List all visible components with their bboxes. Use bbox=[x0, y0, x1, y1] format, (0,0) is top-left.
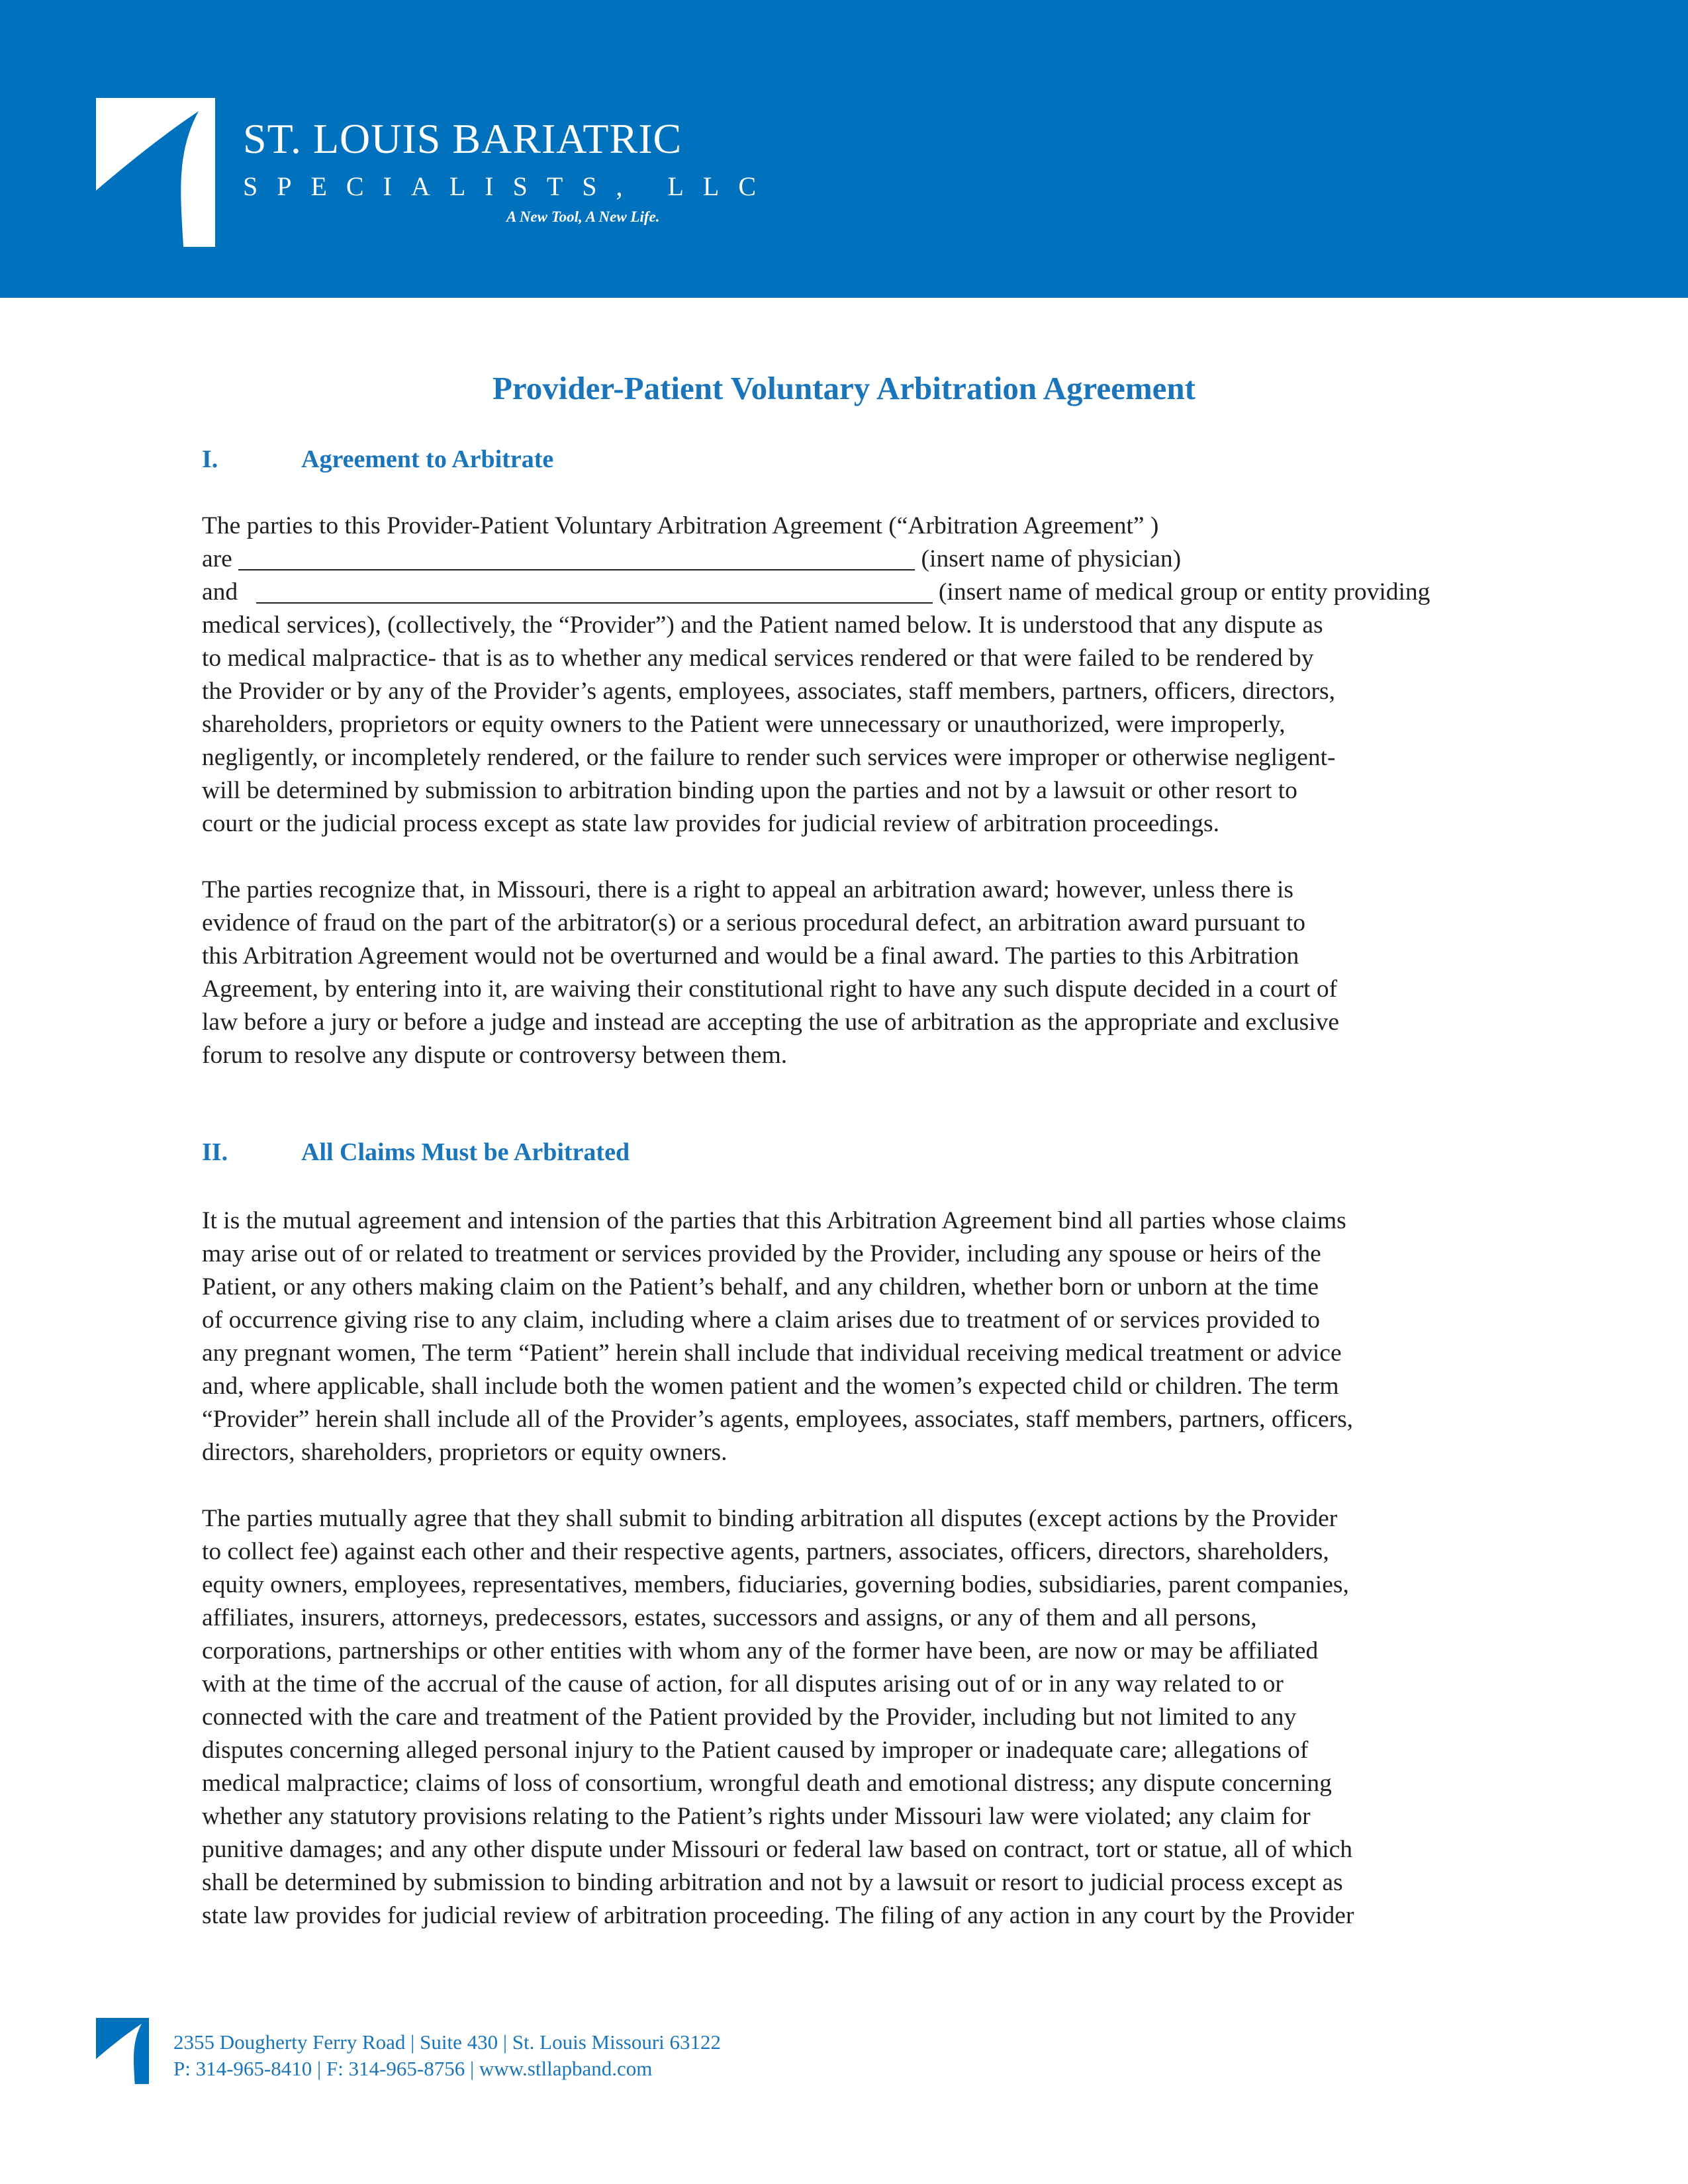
text-line: The parties mutually agree that they shall submit to binding arbitration all disputes (except actions by the Provider bbox=[202, 1505, 1338, 1532]
document-title: Provider-Patient Voluntary Arbitration Agreement bbox=[492, 370, 1196, 406]
footer-contact: P: 314-965-8410 | F: 314-965-8756 | www.stllapband.com bbox=[173, 2057, 653, 2080]
text-line: medical services), (collectively, the “Provider”) and the Patient named below. It is understood that any dispute as bbox=[202, 612, 1323, 639]
text-line: law before a jury or before a judge and instead are accepting the use of arbitration as the appropriate and exclusive bbox=[202, 1009, 1340, 1036]
text-fragment: and bbox=[202, 578, 238, 606]
letterhead-banner bbox=[0, 0, 1688, 298]
medical-group-line bbox=[202, 576, 1685, 609]
section-heading-1 bbox=[202, 445, 553, 475]
physician-name-blank[interactable] bbox=[238, 543, 915, 570]
text-line: disputes concerning alleged personal injury to the Patient caused by improper or inadequate care; allegations of bbox=[202, 1737, 1309, 1764]
text-line: Patient, or any others making claim on the Patient’s behalf, and any children, whether born or unborn at the time bbox=[202, 1273, 1319, 1300]
text-line: shall be determined by submission to binding arbitration and not by a lawsuit or resort to judicial process except as bbox=[202, 1869, 1343, 1896]
text-line: this Arbitration Agreement would not be overturned and would be a final award. The parties to this Arbitration bbox=[202, 942, 1299, 970]
section-1-paragraph-1 bbox=[202, 510, 1685, 841]
text-line: shareholders, proprietors or equity owners to the Patient were unnecessary or unauthorized, were improperly, bbox=[202, 711, 1286, 738]
text-line: will be determined by submission to arbitration binding upon the parties and not by a lawsuit or other resort to bbox=[202, 777, 1297, 804]
text-line: corporations, partnerships or other entities with whom any of the former have been, are now or may be affiliated bbox=[202, 1637, 1319, 1664]
text-line: directors, shareholders, proprietors or equity owners. bbox=[202, 1439, 727, 1466]
text-line: equity owners, employees, representatives, members, fiduciaries, governing bodies, subsidiaries, parent companies, bbox=[202, 1571, 1349, 1598]
text-line: The parties recognize that, in Missouri, there is a right to appeal an arbitration award; however, unless there is bbox=[202, 876, 1293, 903]
section-number: I. bbox=[202, 445, 218, 473]
text-line: to medical malpractice- that is as to whether any medical services rendered or that were failed to be rendered by bbox=[202, 645, 1314, 672]
logo-mark-icon bbox=[96, 98, 215, 247]
text-line: “Provider” herein shall include all of the Provider’s agents, employees, associates, staff members, partners, officers, bbox=[202, 1406, 1354, 1433]
text-line: negligently, or incompletely rendered, or the failure to render such services were improper or otherwise negligent- bbox=[202, 744, 1336, 771]
brand-subtitle: SPECIALISTS, LLC bbox=[243, 171, 776, 201]
text-line: state law provides for judicial review of arbitration proceeding. The filing of any action in any court by the Provider bbox=[202, 1902, 1354, 1929]
text-line: punitive damages; and any other dispute under Missouri or federal law based on contract, tort or statue, all of which bbox=[202, 1836, 1353, 1863]
physician-name-line bbox=[202, 543, 1685, 576]
text-line: evidence of fraud on the part of the arbitrator(s) or a serious procedural defect, an arbitration award pursuant to bbox=[202, 909, 1306, 936]
text-fragment: (insert name of physician) bbox=[921, 545, 1182, 572]
text-line: connected with the care and treatment of the Patient provided by the Provider, including but not limited to any bbox=[202, 1704, 1297, 1731]
text-line: It is the mutual agreement and intension of the parties that this Arbitration Agreement bind all parties whose claims bbox=[202, 1207, 1346, 1234]
text-line: any pregnant women, The term “Patient” herein shall include that individual receiving medical treatment or advice bbox=[202, 1340, 1342, 1367]
section-1-paragraph-2 bbox=[202, 874, 1685, 1072]
text-line: The parties to this Provider-Patient Voluntary Arbitration Agreement (“Arbitration Agreement” ) bbox=[202, 512, 1159, 539]
section-title: Agreement to Arbitrate bbox=[301, 445, 554, 473]
text-line: medical malpractice; claims of loss of consortium, wrongful death and emotional distress; any dispute concerning bbox=[202, 1770, 1332, 1797]
brand-name: ST. LOUIS BARIATRIC bbox=[243, 115, 682, 162]
text-line: Agreement, by entering into it, are waiving their constitutional right to have any such dispute decided in a court of bbox=[202, 976, 1338, 1003]
text-fragment: (insert name of medical group or entity providing bbox=[938, 578, 1430, 606]
section-number: II. bbox=[202, 1138, 228, 1166]
text-line: to collect fee) against each other and their respective agents, partners, associates, officers, directors, shareholders, bbox=[202, 1538, 1329, 1565]
text-line: the Provider or by any of the Provider’s agents, employees, associates, staff members, partners, officers, directors, bbox=[202, 678, 1336, 705]
text-line: court or the judicial process except as state law provides for judicial review of arbitration proceedings. bbox=[202, 810, 1219, 837]
section-2-paragraph-2 bbox=[202, 1502, 1685, 1933]
section-title: All Claims Must be Arbitrated bbox=[301, 1138, 630, 1166]
footer-logo-mark-icon bbox=[96, 2015, 149, 2087]
text-line: and, where applicable, shall include both the women patient and the women’s expected child or children. The term bbox=[202, 1373, 1339, 1400]
brand-tagline: A New Tool, A New Life. bbox=[506, 208, 660, 225]
text-line: forum to resolve any dispute or controversy between them. bbox=[202, 1042, 788, 1069]
text-line: may arise out of or related to treatment or services provided by the Provider, including any spouse or heirs of the bbox=[202, 1240, 1321, 1267]
footer-address: 2355 Dougherty Ferry Road | Suite 430 | St. Louis Missouri 63122 bbox=[173, 2030, 722, 2054]
section-2-paragraph-1 bbox=[202, 1205, 1685, 1469]
text-line: of occurrence giving rise to any claim, including where a claim arises due to treatment of or services provided to bbox=[202, 1306, 1320, 1334]
section-heading-2 bbox=[202, 1138, 630, 1168]
text-fragment: are bbox=[202, 545, 232, 572]
text-line: affiliates, insurers, attorneys, predecessors, estates, successors and assigns, or any of them and all persons, bbox=[202, 1604, 1257, 1631]
medical-group-blank[interactable] bbox=[256, 576, 933, 604]
text-line: with at the time of the accrual of the cause of action, for all disputes arising out of or in any way related to or bbox=[202, 1670, 1284, 1698]
text-line: whether any statutory provisions relating to the Patient’s rights under Missouri law were violated; any claim for bbox=[202, 1803, 1311, 1830]
